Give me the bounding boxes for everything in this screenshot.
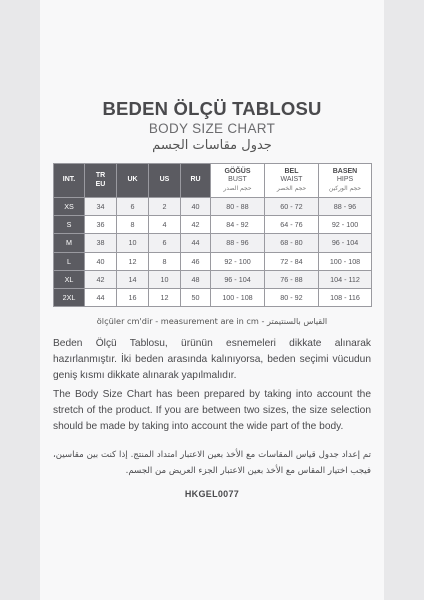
cell-tr: 34 [85,198,117,216]
cell-waist: 76 - 88 [265,270,319,288]
cell-tr: 44 [85,288,117,306]
cell-us: 2 [149,198,181,216]
table-row [54,288,372,306]
header-bust-en: BUST [228,176,247,184]
paragraph-turkish: Beden Ölçü Tablosu, ürünün esnemeleri dikkate alınarak hazırlanmıştır. İki beden arasında kalınıyorsa, beden seçimi vücudun geniş kısmı dikkate alınarak yapılmalıdır. [53,338,371,381]
cell-us: 12 [149,288,181,306]
header-waist-tr: BEL [284,167,299,175]
cell-ru: 44 [181,234,211,252]
cell-size: M [54,234,85,252]
cell-waist: 68 - 80 [265,234,319,252]
header-waist [265,164,319,198]
cell-hips: 100 - 108 [319,252,372,270]
header-ru: RU [181,164,211,198]
cell-bust: 88 - 96 [211,234,265,252]
cell-bust: 100 - 108 [211,288,265,306]
header-hips-tr: BASEN [332,167,358,175]
table-row [54,252,372,270]
cell-bust: 92 - 100 [211,252,265,270]
cell-uk: 14 [117,270,149,288]
arabic-title: جدول مقاسات الجسم [152,138,272,153]
measurement-note: ölçüler cm'dir - measurement are in cm - القياس بالسنتيمتر [96,316,328,326]
cell-us: 6 [149,234,181,252]
cell-hips: 96 - 104 [319,234,372,252]
page-title: BEDEN ÖLÇÜ TABLOSU [102,98,322,119]
header-int: INT. [54,164,85,198]
cell-uk: 8 [117,216,149,234]
header-uk: UK [117,164,149,198]
cell-hips: 108 - 116 [319,288,372,306]
size-table [53,163,372,307]
cell-us: 8 [149,252,181,270]
header-bust-ar: حجم الصدر [223,184,252,192]
table-header-row [54,164,372,198]
cell-size: L [54,252,85,270]
cell-uk: 10 [117,234,149,252]
product-code: HKGEL0077 [184,489,240,499]
cell-hips: 92 - 100 [319,216,372,234]
cell-bust: 80 - 88 [211,198,265,216]
header-us: US [149,164,181,198]
cell-size: XL [54,270,85,288]
cell-hips: 88 - 96 [319,198,372,216]
cell-ru: 40 [181,198,211,216]
cell-tr: 42 [85,270,117,288]
cell-waist: 80 - 92 [265,288,319,306]
cell-ru: 50 [181,288,211,306]
header-hips [319,164,372,198]
cell-tr: 36 [85,216,117,234]
header-bust-tr: GÖĞÜS [224,167,251,175]
header-eu: EU [95,180,106,188]
header-tr: TR [95,172,106,179]
cell-tr: 38 [85,234,117,252]
table-row [54,198,372,216]
cell-hips: 104 - 112 [319,270,372,288]
page-subtitle: BODY SIZE CHART [148,121,276,136]
header-hips-ar: حجم الوركين [328,184,362,192]
cell-uk: 16 [117,288,149,306]
header-tr-eu [85,164,117,198]
paragraph-english: The Body Size Chart has been prepared by taking into account the stretch of the product. If you are between two sizes, the size selection should be made by taking into account the wide part of the body. [53,389,371,432]
cell-tr: 40 [85,252,117,270]
cell-ru: 46 [181,252,211,270]
header-waist-ar: حجم الخصر [276,184,307,192]
cell-uk: 12 [117,252,149,270]
cell-us: 4 [149,216,181,234]
cell-bust: 84 - 92 [211,216,265,234]
cell-waist: 72 - 84 [265,252,319,270]
cell-us: 10 [149,270,181,288]
cell-ru: 42 [181,216,211,234]
cell-size: S [54,216,85,234]
cell-bust: 96 - 104 [211,270,265,288]
table-row [54,234,372,252]
table-row [54,216,372,234]
table-row [54,270,372,288]
paragraph-arabic: تم إعداد جدول قياس المقاسات مع الأخذ بعين الاعتبار امتداد المنتج. إذا كنت بين مقاسين، فيجب اختيار المقاس مع الأخذ بعين الاعتبار الجزء العريض من الجسم. [53,450,371,476]
cell-uk: 6 [117,198,149,216]
cell-waist: 60 - 72 [265,198,319,216]
header-hips-en: HIPS [336,176,354,184]
cell-size: 2XL [54,288,85,306]
cell-ru: 48 [181,270,211,288]
header-waist-en: WAIST [280,176,303,184]
cell-size: XS [54,198,85,216]
cell-waist: 64 - 76 [265,216,319,234]
size-chart-sheet [40,0,384,600]
header-bust [211,164,265,198]
